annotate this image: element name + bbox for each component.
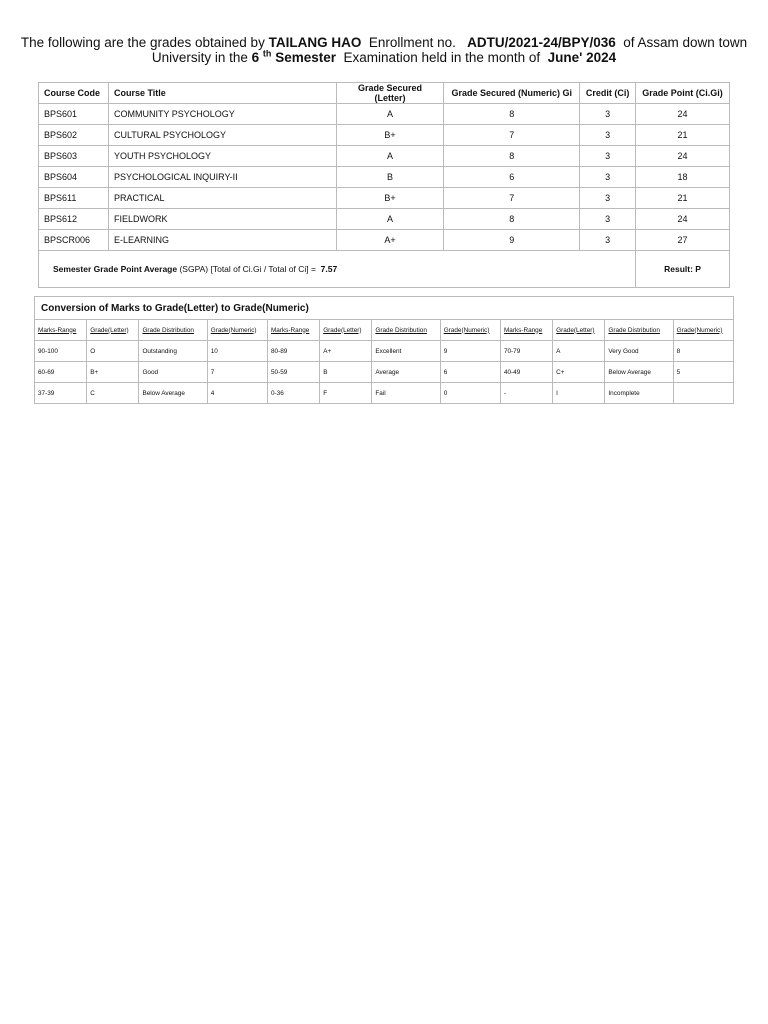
grade-row [39, 104, 730, 125]
course-code-cell: BPS603 [39, 146, 109, 167]
course-code-cell: BPSCR006 [39, 230, 109, 251]
conversion-header-cell: Grade(Letter) [87, 320, 139, 341]
grade-row [39, 209, 730, 230]
course-title-cell: PRACTICAL [108, 188, 336, 209]
conversion-cell: 50-59 [267, 362, 319, 383]
conversion-header-cell: Grade(Letter) [320, 320, 372, 341]
col-credit: Credit (Ci) [580, 83, 636, 104]
conversion-cell: 70-79 [500, 341, 552, 362]
grades-table [38, 82, 730, 288]
course-title-cell: YOUTH PSYCHOLOGY [108, 146, 336, 167]
intro-line-1 [0, 35, 768, 65]
conversion-title: Conversion of Marks to Grade(Letter) to Grade(Numeric) [35, 297, 734, 320]
grade-letter-cell: A [336, 104, 444, 125]
conversion-cell: 6 [440, 362, 500, 383]
credit-cell: 3 [580, 188, 636, 209]
grade-numeric-cell: 7 [444, 188, 580, 209]
conversion-cell: 80-89 [267, 341, 319, 362]
col-grade-letter: Grade Secured (Letter) [336, 83, 444, 104]
exam-month: June' 2024 [547, 50, 617, 65]
conversion-body [35, 297, 734, 404]
intro-text-3: of Assam down town University in the [151, 35, 748, 65]
conversion-cell: Fail [372, 383, 440, 404]
enrollment-number: ADTU/2021-24/BPY/036 [467, 35, 616, 50]
grade-row [39, 188, 730, 209]
conversion-title-row [35, 297, 734, 320]
conversion-header-cell: Marks-Range [267, 320, 319, 341]
conversion-cell: 5 [673, 362, 733, 383]
credit-cell: 3 [580, 209, 636, 230]
grades-header-row [39, 83, 730, 104]
conversion-cell: Average [372, 362, 440, 383]
semester-suffix: th [262, 48, 272, 59]
grade-point-cell: 21 [636, 188, 730, 209]
conversion-header-cell: Grade(Numeric) [673, 320, 733, 341]
sgpa-value: 7.57 [320, 264, 338, 274]
grade-numeric-cell: 7 [444, 125, 580, 146]
conversion-row [35, 383, 734, 404]
grade-point-cell: 24 [636, 146, 730, 167]
col-grade-point: Grade Point (Ci.Gi) [636, 83, 730, 104]
col-course-title: Course Title [108, 83, 336, 104]
course-code-cell: BPS602 [39, 125, 109, 146]
conversion-cell: A+ [320, 341, 372, 362]
sgpa-row [39, 251, 730, 288]
semester-number: 6 [251, 50, 260, 65]
conversion-cell: I [553, 383, 605, 404]
result-cell: Result: P [636, 251, 730, 288]
intro-text-1: The following are the grades obtained by [20, 35, 265, 50]
conversion-cell: - [500, 383, 552, 404]
grade-point-cell: 27 [636, 230, 730, 251]
grade-point-cell: 18 [636, 167, 730, 188]
conversion-cell: 0 [440, 383, 500, 404]
course-code-cell: BPS601 [39, 104, 109, 125]
course-title-cell: E-LEARNING [108, 230, 336, 251]
conversion-cell: O [87, 341, 139, 362]
grade-numeric-cell: 6 [444, 167, 580, 188]
credit-cell: 3 [580, 104, 636, 125]
conversion-cell [673, 383, 733, 404]
conversion-cell: Below Average [605, 362, 673, 383]
grade-letter-cell: B+ [336, 125, 444, 146]
sgpa-cell [39, 251, 636, 288]
conversion-cell: C+ [553, 362, 605, 383]
conversion-cell: A [553, 341, 605, 362]
conversion-cell: 4 [207, 383, 267, 404]
student-name: TAILANG HAO [268, 35, 362, 50]
conversion-cell: 0-36 [267, 383, 319, 404]
conversion-cell: Excellent [372, 341, 440, 362]
course-title-cell: PSYCHOLOGICAL INQUIRY-II [108, 167, 336, 188]
grade-row [39, 125, 730, 146]
conversion-cell: 7 [207, 362, 267, 383]
intro-text-2: Enrollment no. [368, 35, 456, 50]
conversion-cell: Incomplete [605, 383, 673, 404]
conversion-cell: F [320, 383, 372, 404]
grade-point-cell: 24 [636, 104, 730, 125]
grade-point-cell: 24 [636, 209, 730, 230]
conversion-cell: 90-100 [35, 341, 87, 362]
grade-row [39, 230, 730, 251]
credit-cell: 3 [580, 125, 636, 146]
conversion-cell: 8 [673, 341, 733, 362]
conversion-cell: Good [139, 362, 207, 383]
course-title-cell: COMMUNITY PSYCHOLOGY [108, 104, 336, 125]
course-code-cell: BPS611 [39, 188, 109, 209]
conversion-cell: C [87, 383, 139, 404]
conversion-header-cell: Grade(Numeric) [440, 320, 500, 341]
grade-numeric-cell: 9 [444, 230, 580, 251]
grade-letter-cell: A+ [336, 230, 444, 251]
conversion-header-cell: Grade Distribution [605, 320, 673, 341]
grade-row [39, 167, 730, 188]
intro-statement [0, 35, 768, 65]
credit-cell: 3 [580, 230, 636, 251]
intro-text-4: Examination held in the month of [343, 50, 541, 65]
conversion-cell: Below Average [139, 383, 207, 404]
conversion-cell: Very Good [605, 341, 673, 362]
course-title-cell: CULTURAL PSYCHOLOGY [108, 125, 336, 146]
conversion-header-cell: Marks-Range [35, 320, 87, 341]
conversion-cell: B+ [87, 362, 139, 383]
conversion-header-cell: Grade Distribution [372, 320, 440, 341]
sgpa-formula: (SGPA) [Total of Ci.Gi / Total of Ci] = [179, 264, 316, 274]
conversion-cell: Outstanding [139, 341, 207, 362]
grade-letter-cell: B [336, 167, 444, 188]
grade-letter-cell: A [336, 146, 444, 167]
conversion-cell: 40-49 [500, 362, 552, 383]
conversion-table [34, 296, 734, 404]
grade-numeric-cell: 8 [444, 104, 580, 125]
grade-numeric-cell: 8 [444, 146, 580, 167]
conversion-row [35, 362, 734, 383]
grades-body [39, 104, 730, 251]
conversion-cell: 9 [440, 341, 500, 362]
course-code-cell: BPS604 [39, 167, 109, 188]
course-title-cell: FIELDWORK [108, 209, 336, 230]
grade-row [39, 146, 730, 167]
conversion-header-cell: Grade Distribution [139, 320, 207, 341]
grade-numeric-cell: 8 [444, 209, 580, 230]
col-grade-numeric: Grade Secured (Numeric) Gi [444, 83, 580, 104]
conversion-row [35, 341, 734, 362]
grade-letter-cell: A [336, 209, 444, 230]
conversion-cell: 60-69 [35, 362, 87, 383]
sgpa-label: Semester Grade Point Average [53, 264, 178, 274]
conversion-header-cell: Marks-Range [500, 320, 552, 341]
semester-word: Semester [275, 50, 336, 65]
conversion-header-row [35, 320, 734, 341]
credit-cell: 3 [580, 146, 636, 167]
grade-letter-cell: B+ [336, 188, 444, 209]
conversion-cell: 10 [207, 341, 267, 362]
conversion-header-cell: Grade(Numeric) [207, 320, 267, 341]
grade-point-cell: 21 [636, 125, 730, 146]
conversion-cell: 37-39 [35, 383, 87, 404]
course-code-cell: BPS612 [39, 209, 109, 230]
conversion-header-cell: Grade(Letter) [553, 320, 605, 341]
credit-cell: 3 [580, 167, 636, 188]
conversion-cell: B [320, 362, 372, 383]
col-course-code: Course Code [39, 83, 109, 104]
